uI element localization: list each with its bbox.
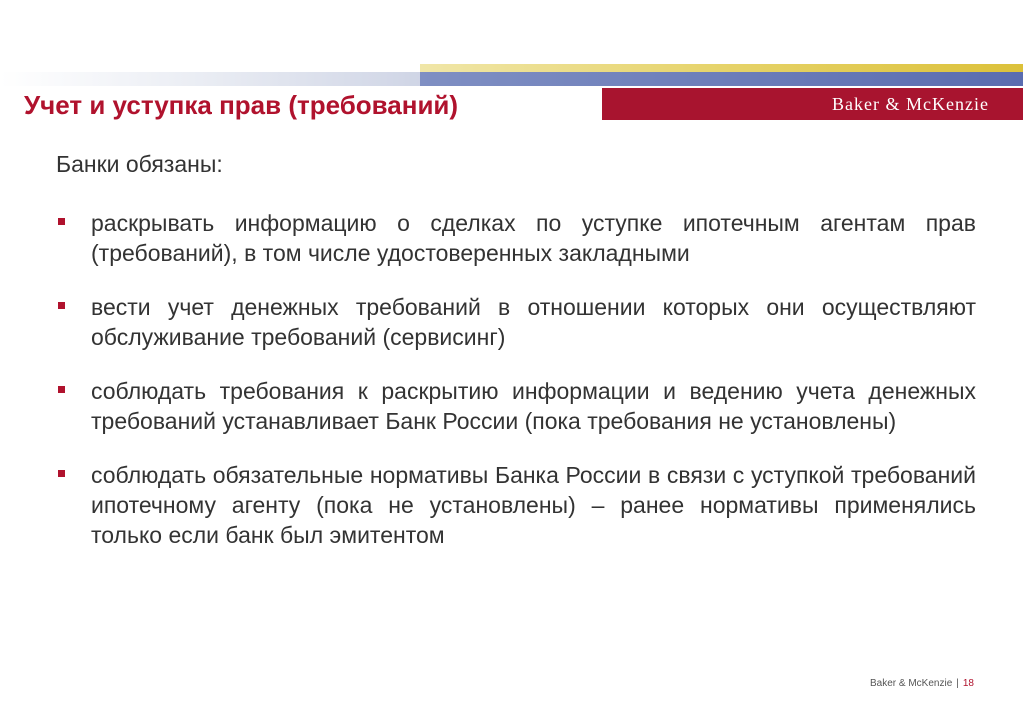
header-gold-stripe	[420, 64, 1023, 72]
intro-text: Банки обязаны:	[56, 151, 223, 177]
square-bullet-icon	[58, 470, 65, 477]
square-bullet-icon	[58, 386, 65, 393]
bullet-text: вести учет денежных требований в отношении которых они осуществляют обслуживание требований (сервисинг)	[91, 294, 976, 350]
list-item	[56, 376, 976, 436]
bullet-list	[56, 208, 976, 574]
square-bullet-icon	[58, 218, 65, 225]
bullet-text: соблюдать требования к раскрытию информации и ведению учета денежных требований устанавливает Банк России (пока требования не установлены)	[91, 378, 976, 434]
bullet-text: соблюдать обязательные нормативы Банка России в связи с уступкой требований ипотечному агенту (пока не установлены) – ранее нормативы применялись только если банк был эмитентом	[91, 462, 976, 548]
header-blue-stripe	[420, 72, 1023, 86]
footer-company: Baker & McKenzie	[870, 678, 953, 689]
company-logo: Baker & McKenzie	[832, 94, 989, 114]
footer-separator: |	[956, 678, 959, 689]
list-item	[56, 292, 976, 352]
bullet-text: раскрывать информацию о сделках по уступке ипотечным агентам прав (требований), в том числе удостоверенных закладными	[91, 210, 976, 266]
list-item	[56, 208, 976, 268]
slide-footer	[870, 678, 974, 690]
slide-title: Учет и уступка прав (требований)	[24, 90, 459, 120]
square-bullet-icon	[58, 302, 65, 309]
page-number: 18	[962, 678, 974, 689]
list-item	[56, 460, 976, 550]
logo-bar	[602, 88, 1023, 120]
